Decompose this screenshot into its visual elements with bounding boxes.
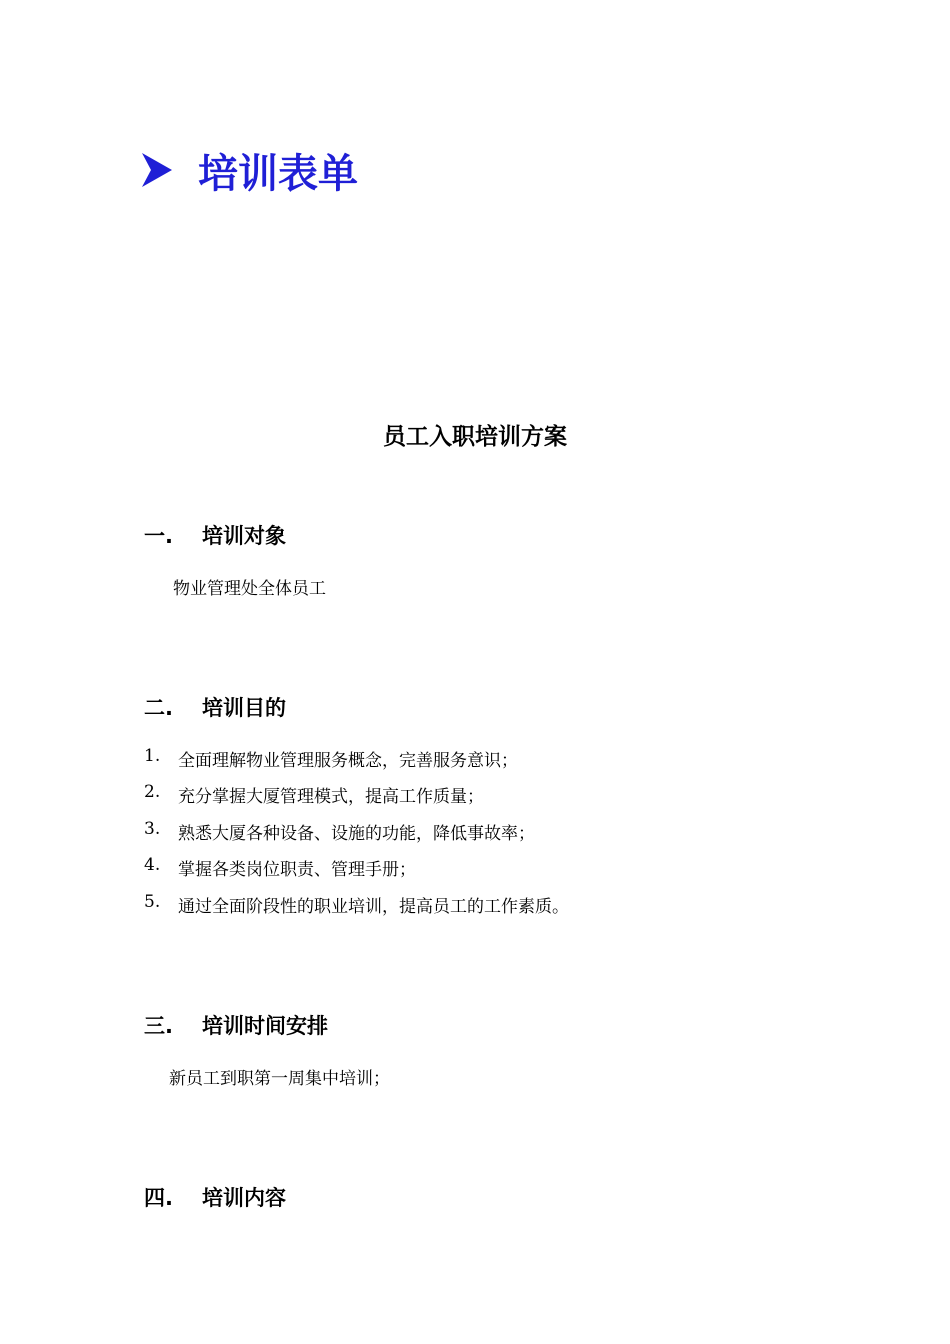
list-item-number: 3. xyxy=(144,819,161,839)
section-title: 培训时间安排 xyxy=(202,1014,328,1038)
section-heading-2 xyxy=(144,692,286,722)
list-item xyxy=(144,819,535,844)
arrow-bullet-icon xyxy=(142,153,172,187)
list-item-number: 5. xyxy=(144,892,161,912)
section-1-text: 物业管理处全体员工 xyxy=(173,579,326,599)
section-number: 二. xyxy=(144,696,173,720)
list-item-text: 熟悉大厦各种设备、设施的功能，降低事故率； xyxy=(178,824,535,844)
list-item xyxy=(144,855,416,880)
list-item-text: 通过全面阶段性的职业培训，提高员工的工作素质。 xyxy=(178,897,569,917)
document-title xyxy=(142,140,358,200)
list-item-text: 掌握各类岗位职责、管理手册； xyxy=(178,860,416,880)
list-item-text: 充分掌握大厦管理模式，提高工作质量； xyxy=(178,787,484,807)
list-item xyxy=(144,782,484,807)
section-heading-3 xyxy=(144,1010,328,1040)
section-number: 三. xyxy=(144,1014,173,1038)
list-item-text: 全面理解物业管理服务概念，完善服务意识； xyxy=(178,751,518,771)
section-title: 培训对象 xyxy=(202,524,286,548)
list-item-number: 2. xyxy=(144,782,161,802)
section-title: 培训内容 xyxy=(202,1186,286,1210)
list-item-number: 4. xyxy=(144,855,161,875)
list-item-number: 1. xyxy=(144,746,161,766)
section-number: 一. xyxy=(144,524,173,548)
document-title-text: 培训表单 xyxy=(198,150,358,197)
plan-title: 员工入职培训方案 xyxy=(383,424,567,450)
section-title: 培训目的 xyxy=(202,696,286,720)
section-heading-4 xyxy=(144,1182,286,1212)
section-number: 四. xyxy=(144,1186,173,1210)
section-3-text: 新员工到职第一周集中培训； xyxy=(169,1069,390,1089)
list-item xyxy=(144,892,569,917)
list-item xyxy=(144,746,518,771)
section-heading-1 xyxy=(144,520,286,550)
